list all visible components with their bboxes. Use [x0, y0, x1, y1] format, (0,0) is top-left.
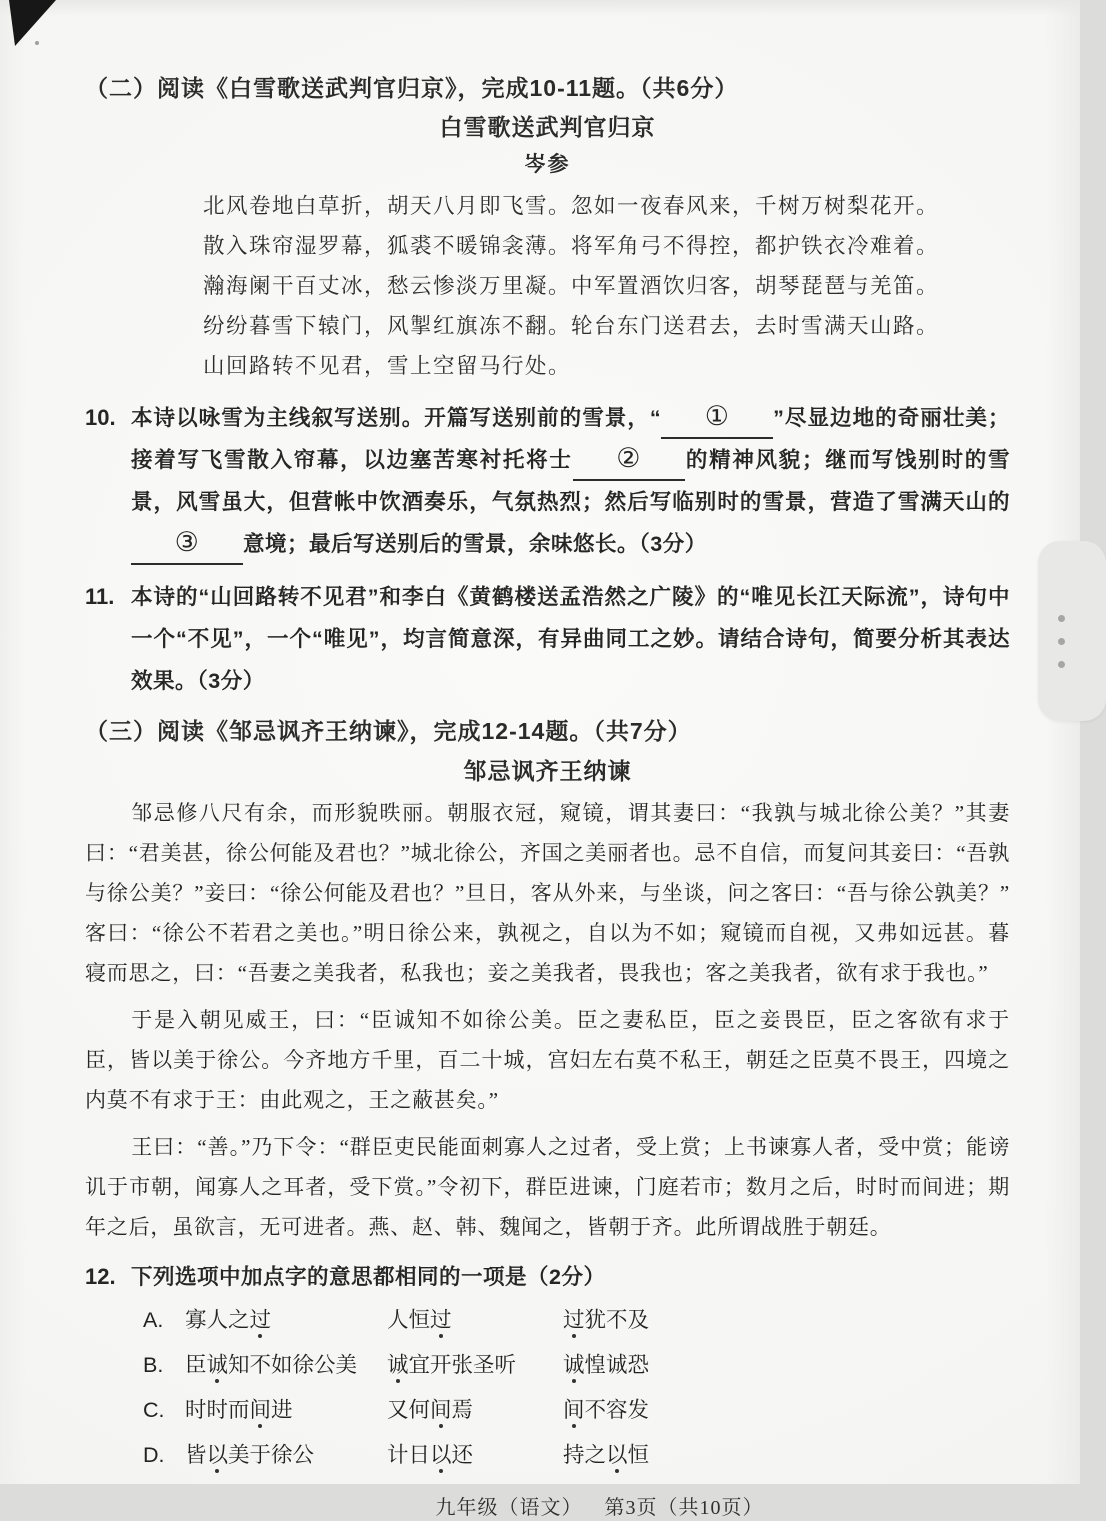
- question-text-part: 的精神风貌；继而写饯别时的雪景，风雪虽大，但营帐中饮酒奏乐，气氛热烈；然后写临别时的雪景，营造了雪满天山的: [131, 448, 1010, 514]
- phrase-part: 知不如徐公美: [228, 1353, 358, 1377]
- question-text: [131, 397, 1010, 565]
- scan-speck-artifact: [35, 41, 39, 45]
- page-corner-fold-artifact: [0, 0, 70, 60]
- question-12-options: [85, 1298, 1010, 1478]
- emphasized-char: 以: [206, 1443, 229, 1467]
- emphasized-char: 过: [249, 1308, 272, 1332]
- page-content: [85, 72, 1010, 1521]
- option-row-b: [143, 1343, 1010, 1388]
- phrase-part: 惶诚恐: [584, 1353, 650, 1377]
- option-phrase: [563, 1343, 1010, 1388]
- phrase-part: 焉: [451, 1398, 474, 1422]
- section-three-header: （三）阅读《邹忌讽齐王纳谏》，完成12-14题。（共7分）: [85, 718, 692, 744]
- phrase-part: 还: [451, 1443, 474, 1467]
- question-number: 12.: [85, 1264, 116, 1289]
- question-text-part: 意境；最后写送别后的雪景，余味悠长。（3分）: [243, 532, 707, 556]
- emphasized-char: 间: [563, 1398, 585, 1422]
- phrase-part: 进: [271, 1398, 293, 1422]
- passage-paragraph: 王曰：“善。”乃下令：“群臣吏民能面刺寡人之过者，受上赏；上书谏寡人者，受中赏；能谤讥于市朝，闻寡人之耳者，受下赏。”令初下，群臣进谏，门庭若市；数月之后，时时而间进；期年之后，虽欲言，无可进者。燕、赵、韩、魏闻之，皆朝于齐。此所谓战胜于朝廷。: [85, 1135, 1010, 1239]
- option-row-d: [143, 1433, 1010, 1478]
- option-phrase: [387, 1433, 563, 1478]
- option-label: C.: [143, 1398, 165, 1422]
- phrase-part: 人恒: [387, 1308, 431, 1332]
- question-stem: 下列选项中加点字的意思都相同的一项是（2分）: [131, 1265, 606, 1289]
- emphasized-char: 诚: [206, 1353, 229, 1377]
- phrase-part: 不容发: [584, 1398, 650, 1422]
- question-12: [85, 1256, 1010, 1298]
- phrase-part: 持之: [563, 1443, 607, 1467]
- poem-line: 散入珠帘湿罗幕，狐裘不暖锦衾薄。将军角弓不得控，都护铁衣冷难着。: [203, 234, 940, 258]
- circled-number-3: ③: [174, 527, 200, 557]
- emphasized-char: 诚: [387, 1353, 409, 1377]
- question-10: [85, 397, 1010, 565]
- option-phrase: [563, 1298, 1010, 1343]
- question-11: [85, 576, 1010, 702]
- poem-body: [203, 186, 1010, 386]
- footer-grade-subject: 九年级（语文）: [435, 1497, 583, 1519]
- option-phrase: [387, 1388, 563, 1433]
- emphasized-char: 间: [249, 1398, 272, 1422]
- footer-page-number: 第3页（共10页）: [604, 1497, 764, 1519]
- emphasized-char: 过: [430, 1308, 452, 1332]
- option-phrase: [563, 1388, 1010, 1433]
- option-label: B.: [143, 1353, 164, 1377]
- option-row-c: [143, 1388, 1010, 1433]
- section-two-header: （二）阅读《白雪歌送武判官归京》，完成10-11题。（共6分）: [85, 75, 739, 101]
- phrase-part: 寡人之: [185, 1308, 250, 1332]
- passage-title: 邹忌讽齐王纳谏: [463, 758, 632, 784]
- option-label: A.: [143, 1308, 164, 1332]
- question-number: 11.: [85, 584, 115, 609]
- phrase-part: 时时而: [185, 1398, 250, 1422]
- poem-line: 纷纷暮雪下辕门，风掣红旗冻不翻。轮台东门送君去，去时雪满天山路。: [203, 314, 940, 338]
- question-text-part: ”尽显边地的奇丽壮美；接着写飞雪散入帘幕，以边塞苦寒衬托将士: [131, 406, 1010, 472]
- phrase-part: 又何: [387, 1398, 431, 1422]
- phrase-part: 臣: [185, 1353, 207, 1377]
- poem-line: 山回路转不见君，雪上空留马行处。: [203, 354, 572, 378]
- page-footer: [85, 1495, 1010, 1521]
- poem-line: 瀚海阑干百丈冰，愁云惨淡万里凝。中军置酒饮归客，胡琴琵琶与羌笛。: [203, 274, 940, 298]
- option-phrase: [185, 1298, 387, 1343]
- answer-blank-1: [661, 397, 773, 439]
- phrase-part: 皆: [185, 1443, 207, 1467]
- poem-author: 岑参: [524, 152, 571, 176]
- option-label: D.: [143, 1443, 165, 1467]
- option-phrase: [563, 1433, 1010, 1478]
- option-phrase: [387, 1343, 563, 1388]
- question-text-part: 本诗以咏雪为主线叙写送别。开篇写送别前的雪景，“: [131, 406, 662, 430]
- emphasized-char: 诚: [563, 1353, 585, 1377]
- emphasized-char: 以: [430, 1443, 452, 1467]
- emphasized-char: 过: [563, 1308, 585, 1332]
- circled-number-2: ②: [616, 443, 641, 473]
- option-phrase: [185, 1343, 387, 1388]
- poem-title: 白雪歌送武判官归京: [439, 114, 656, 140]
- phrase-part: 恒: [627, 1443, 650, 1467]
- option-phrase: [185, 1388, 387, 1433]
- circled-number-1: ①: [704, 401, 730, 431]
- phrase-part: 计日: [387, 1443, 431, 1467]
- phrase-part: 美于徐公: [228, 1443, 315, 1467]
- floating-drag-handle[interactable]: [1038, 541, 1106, 721]
- phrase-part: 宜开张圣听: [408, 1353, 517, 1377]
- answer-blank-2: [573, 439, 685, 481]
- question-number: 10.: [85, 405, 116, 430]
- emphasized-char: 以: [606, 1443, 628, 1467]
- emphasized-char: 间: [430, 1398, 452, 1422]
- passage-paragraph: 邹忌修八尺有余，而形貌昳丽。朝服衣冠，窥镜，谓其妻曰：“我孰与城北徐公美？”其妻曰：“君美甚，徐公何能及君也？”城北徐公，齐国之美丽者也。忌不自信，而复问其妾曰：“吾孰与徐公美？”妾曰：“徐公何能及君也？”旦日，客从外来，与坐谈，问之客曰：“吾与徐公孰美？”客曰：“徐公不若君之美也。”明日徐公来，孰视之，自以为不如；窥镜而自视，又弗如远甚。暮寝而思之，曰：“吾妻之美我者，私我也；妾之美我者，畏我也；客之美我者，欲有求于我也。”: [85, 801, 1010, 985]
- option-row-a: [143, 1298, 1010, 1343]
- answer-blank-3: [131, 523, 243, 565]
- option-phrase: [387, 1298, 563, 1343]
- phrase-part: 犹不及: [584, 1308, 650, 1332]
- poem-line: 北风卷地白草折，胡天八月即飞雪。忽如一夜春风来，千树万树梨花开。: [203, 194, 940, 218]
- passage-paragraph: 于是入朝见威王，曰：“臣诚知不如徐公美。臣之妻私臣，臣之妾畏臣，臣之客欲有求于臣，皆以美于徐公。今齐地方千里，百二十城，宫妇左右莫不私王，朝廷之臣莫不畏王，四境之内莫不有求于王：由此观之，王之蔽甚矣。”: [85, 1008, 1010, 1112]
- drag-handle-dots-icon: [1058, 615, 1065, 622]
- question-text: 本诗的“山回路转不见君”和李白《黄鹤楼送孟浩然之广陵》的“唯见长江天际流”，诗句中一个“不见”，一个“唯见”，均言简意深，有异曲同工之妙。请结合诗句，简要分析其表达效果。（3分）: [131, 585, 1010, 693]
- option-phrase: [185, 1433, 387, 1478]
